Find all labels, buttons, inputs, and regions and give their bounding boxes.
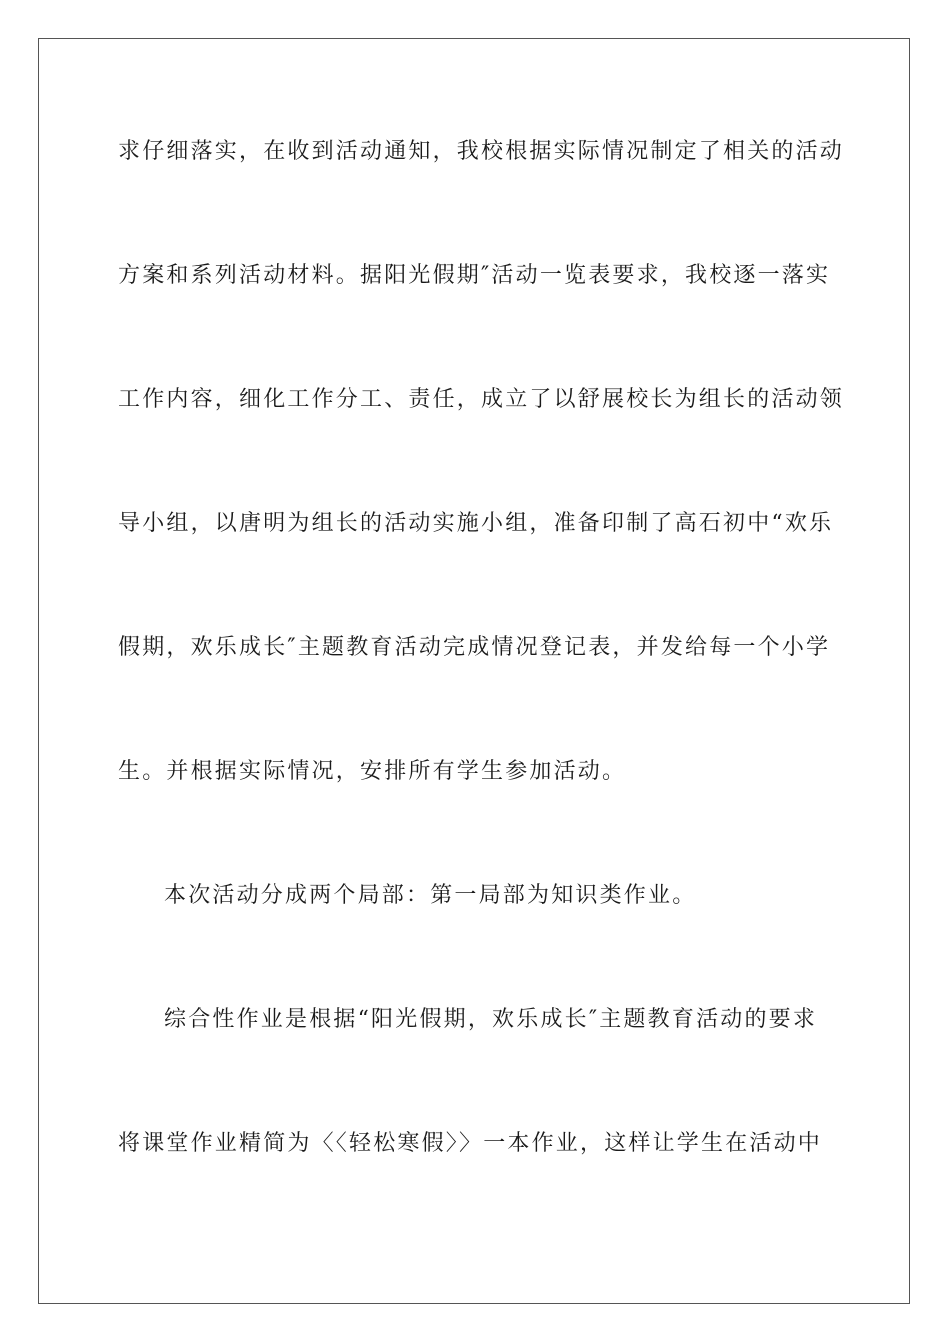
paragraph-start-1: 本次活动分成两个局部：第一局部为知识类作业。 — [164, 883, 697, 908]
text-line-4: 导小组，以唐明为组长的活动实施小组，准备印制了高石初中“欢乐 — [118, 511, 834, 536]
text-line-5: 假期，欢乐成长″主题教育活动完成情况登记表，并发给每一个小学 — [118, 635, 831, 660]
text-line-1: 求仔细落实，在收到活动通知，我校根据实际情况制定了相关的活动 — [118, 139, 845, 164]
text-line-3: 工作内容，细化工作分工、责任，成立了以舒展校长为组长的活动领 — [118, 387, 845, 412]
text-line-6: 生。并根据实际情况，安排所有学生参加活动。 — [118, 759, 627, 784]
text-line-9: 将课堂作业精简为〈〈轻松寒假〉〉一本作业，这样让学生在活动中 — [118, 1131, 823, 1156]
page-border — [38, 38, 910, 1304]
text-line-2: 方案和系列活动材料。据阳光假期″活动一览表要求，我校逐一落实 — [118, 263, 831, 288]
paragraph-start-2: 综合性作业是根据“阳光假期，欢乐成长″主题教育活动的要求 — [164, 1007, 818, 1032]
